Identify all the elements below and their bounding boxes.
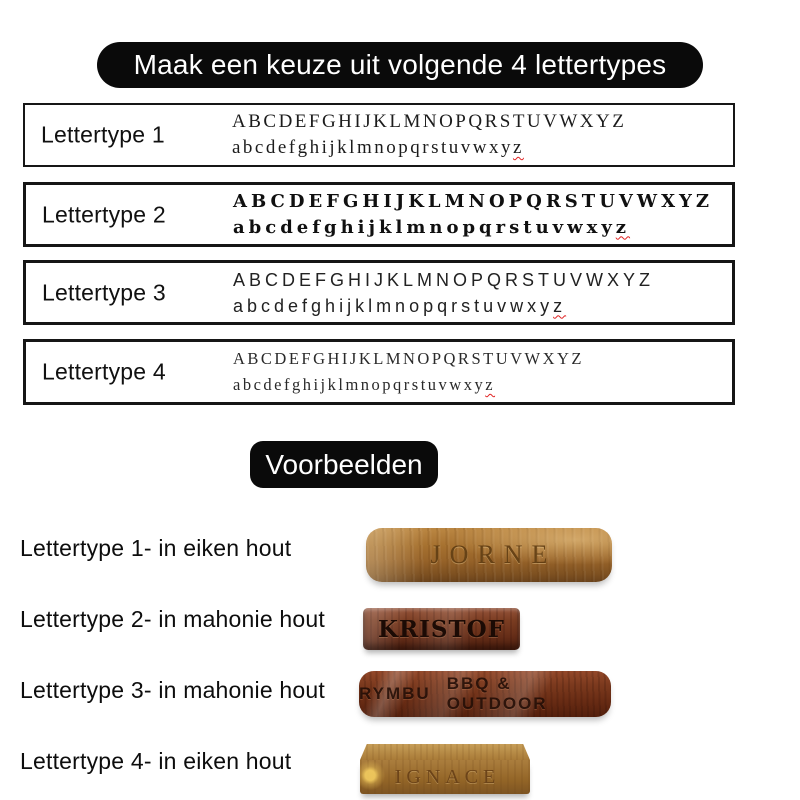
lettertype-1-label: Lettertype 1 xyxy=(41,121,165,148)
examples-header xyxy=(250,441,438,488)
lettertype-2-option-box[interactable] xyxy=(23,182,735,247)
lettertype-3-alphabet-sample xyxy=(233,267,654,319)
wood-sample-oak-lettertype-4 xyxy=(360,744,530,794)
wood-sample-mahogany-lettertype-2 xyxy=(363,608,520,650)
examples-header-label: Voorbeelden xyxy=(265,448,423,480)
lettertype-2-alphabet-sample xyxy=(233,189,713,241)
example-3-label: Lettertype 3- in mahonie hout xyxy=(20,677,325,703)
engraved-name: RYMBU xyxy=(359,684,431,703)
wood-block-top-face xyxy=(360,744,530,760)
lettertype-4-option-box[interactable] xyxy=(23,339,735,405)
alphabet-uppercase: ABCDEFGHIJKLMNOPQRSTUVWXYZ xyxy=(233,349,585,368)
alphabet-uppercase: ABCDEFGHIJKLMNOPQRSTUVWXYZ xyxy=(232,111,627,132)
lettertype-3-option-box[interactable] xyxy=(23,260,735,325)
alphabet-uppercase: ABCDEFGHIJKLMNOPQRSTUVWXYZ xyxy=(233,190,714,212)
example-4-label: Lettertype 4- in eiken hout xyxy=(20,748,292,774)
engraved-name-secondary: BBQ & OUTDOOR xyxy=(446,674,548,713)
example-2-label: Lettertype 2- in mahonie hout xyxy=(20,606,325,632)
spellcheck-z: z xyxy=(512,137,524,158)
example-1-label: Lettertype 1- in eiken hout xyxy=(20,535,292,561)
alphabet-lowercase: abcdefghijklmnopqrstuvwxyz xyxy=(233,295,567,316)
alphabet-uppercase: ABCDEFGHIJKLMNOPQRSTUVWXYZ xyxy=(233,269,655,290)
engraved-name: JORNE xyxy=(430,540,557,569)
choose-lettertype-header-label: Maak een keuze uit volgende 4 lettertypes xyxy=(133,49,667,80)
engraved-name: IGNACE xyxy=(394,765,501,788)
lettertype-4-label: Lettertype 4 xyxy=(42,358,166,385)
engraved-name: KRISTOF xyxy=(378,615,505,643)
spellcheck-z: z xyxy=(615,216,631,238)
lettertype-3-label: Lettertype 3 xyxy=(42,279,166,305)
alphabet-lowercase: abcdefghijklmnopqrstuvwxyz xyxy=(232,137,524,158)
wood-sample-mahogany-lettertype-3 xyxy=(359,671,611,717)
lettertype-4-alphabet-sample xyxy=(233,346,584,398)
lettertype-1-alphabet-sample xyxy=(232,109,626,161)
lettertype-1-option-box[interactable] xyxy=(23,103,735,167)
wood-block-front-face xyxy=(360,760,530,794)
alphabet-lowercase: abcdefghijklmnopqrstuvwxyz xyxy=(233,216,631,238)
wood-sample-oak-lettertype-1 xyxy=(366,528,612,582)
spellcheck-z: z xyxy=(553,295,567,316)
lettertype-2-label: Lettertype 2 xyxy=(42,201,166,227)
spellcheck-z: z xyxy=(485,375,496,394)
choose-lettertype-header xyxy=(97,42,703,88)
alphabet-lowercase: abcdefghijklmnopqrstuvwxyz xyxy=(233,375,496,394)
